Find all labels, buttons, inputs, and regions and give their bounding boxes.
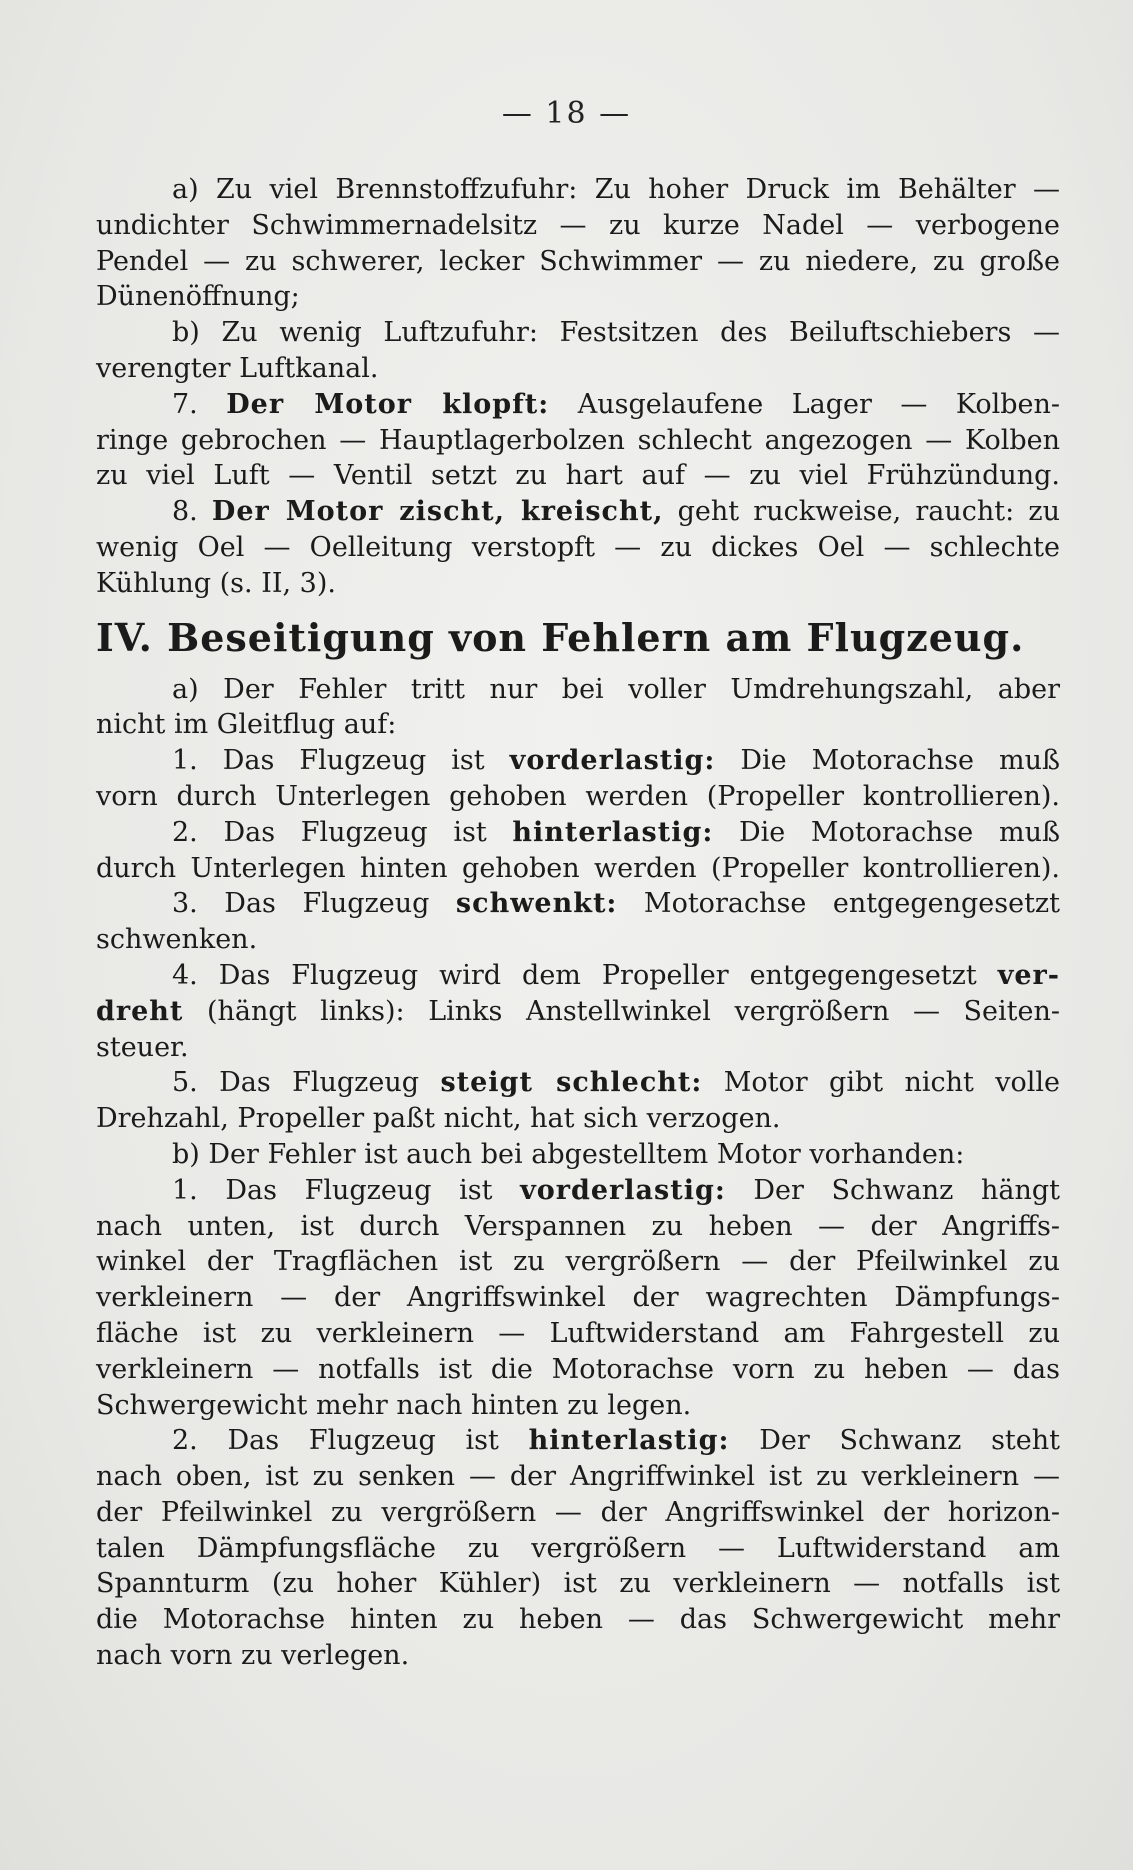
text-line (96, 387, 1060, 423)
text-segment: nicht im Gleitflug auf: (96, 709, 397, 741)
text-line (96, 1638, 1060, 1674)
emphasized-term: Der Motor klopft: (226, 388, 550, 420)
text-segment: 5. Das Flugzeug (172, 1067, 441, 1099)
text-segment: steuer. (96, 1031, 189, 1063)
text-segment: 7. (172, 388, 227, 420)
page-number: — 18 — (501, 96, 632, 131)
text-segment: nach oben, ist zu senken — der Angriffwinkel ist zu verkleinern — (96, 1461, 1060, 1493)
text-line (96, 1459, 1060, 1495)
text-segment: Motorachse entgegengesetzt (617, 888, 1060, 920)
text-segment: b) Der Fehler ist auch bei abgestelltem Motor vorhanden: (172, 1138, 965, 1170)
text-segment: ringe gebrochen — Hauptlagerbolzen schlecht angezogen — Kolben (96, 424, 1060, 456)
text-segment: vorn durch Unterlegen gehoben werden (Propeller kontrollieren). (96, 780, 1060, 812)
text-segment: nach unten, ist durch Verspannen zu heben — der Angriffs- (96, 1210, 1060, 1242)
text-line (96, 530, 1060, 566)
text-line (96, 279, 1060, 315)
text-segment: Motor gibt nicht volle (702, 1067, 1061, 1099)
text-line (96, 1566, 1060, 1602)
text-line (96, 494, 1060, 530)
text-segment: 1. Das Flugzeug ist (172, 745, 510, 777)
text-segment: winkel der Tragflächen ist zu vergrößern — der Pfeilwinkel zu (96, 1246, 1060, 1278)
text-line (96, 851, 1060, 887)
text-line (96, 1244, 1060, 1280)
text-segment: wenig Oel — Oelleitung verstopft — zu dickes Oel — schlechte (96, 531, 1060, 563)
text-segment: Ausgelaufene Lager — Kolben- (549, 388, 1061, 420)
text-line (96, 1065, 1060, 1101)
text-segment: Pendel — zu schwerer, lecker Schwimmer — zu niedere, zu große (96, 245, 1060, 277)
text-segment: 2. Das Flugzeug ist (172, 1425, 529, 1457)
text-segment: verengter Luftkanal. (96, 352, 379, 384)
text-line (96, 1388, 1060, 1424)
text-line (96, 707, 1060, 743)
text-segment: zu viel Luft — Ventil setzt zu hart auf — zu viel Frühzündung. (96, 460, 1060, 492)
text-line (96, 244, 1060, 280)
text-segment: schwenken. (96, 924, 258, 956)
text-line (96, 958, 1060, 994)
text-segment: Kühlung (s. II, 3). (96, 567, 336, 599)
text-segment: a) Zu viel Brennstoffzufuhr: Zu hoher Druck im Behälter — (172, 174, 1060, 205)
text-line (96, 1602, 1060, 1638)
text-segment: geht ruckweise, raucht: zu (663, 496, 1060, 528)
emphasized-term: steigt schlecht: (440, 1067, 703, 1099)
text-line (96, 458, 1060, 494)
emphasized-term: vorderlastig: (509, 745, 716, 777)
text-segment: talen Dämpfungsfläche zu vergrößern — Luftwiderstand am (96, 1532, 1060, 1564)
text-line (96, 1423, 1060, 1459)
text-line (96, 1316, 1060, 1352)
text-segment: (hängt links): Links Anstellwinkel vergrößern — Seiten- (183, 995, 1060, 1027)
text-line (96, 922, 1060, 958)
text-line (96, 1495, 1060, 1531)
text-segment: undichter Schwimmernadelsitz — zu kurze Nadel — verbogene (96, 209, 1060, 241)
text-line (96, 423, 1060, 459)
text-segment: der Pfeilwinkel zu vergrößern — der Angriffswinkel der horizon- (96, 1496, 1060, 1528)
text-line (96, 315, 1060, 351)
text-line (96, 566, 1060, 602)
text-segment: 3. Das Flugzeug (172, 888, 456, 920)
text-segment: durch Unterlegen hinten gehoben werden (Propeller kontrollieren). (96, 852, 1060, 884)
text-line (96, 1030, 1060, 1066)
emphasized-term: ver- (997, 959, 1060, 991)
emphasized-term: dreht (96, 995, 184, 1027)
text-line (96, 1137, 1060, 1173)
text-line (96, 208, 1060, 244)
text-segment: Dünenöffnung; (96, 281, 300, 313)
text-segment: Spannturm (zu hoher Kühler) ist zu verkleinern — notfalls ist (96, 1568, 1060, 1600)
section-heading: IV. Beseitigung von Fehlern am Flugzeug. (96, 614, 1025, 660)
text-line (96, 743, 1060, 779)
text-segment: nach vorn zu verlegen. (96, 1640, 410, 1672)
text-line (96, 1352, 1060, 1388)
text-line (96, 1101, 1060, 1137)
text-line (96, 886, 1060, 922)
text-segment: Drehzahl, Propeller paßt nicht, hat sich verzogen. (96, 1103, 781, 1135)
text-segment: Schwergewicht mehr nach hinten zu legen. (96, 1389, 692, 1421)
text-line (96, 1173, 1060, 1209)
text-line (96, 672, 1060, 708)
text-line (96, 779, 1060, 815)
text-line (96, 1209, 1060, 1245)
emphasized-term: schwenkt: (455, 888, 618, 920)
text-line (96, 172, 1060, 208)
text-segment: 1. Das Flugzeug ist (172, 1174, 521, 1206)
text-line (96, 1280, 1060, 1316)
text-segment: b) Zu wenig Luftzufuhr: Festsitzen des Beiluftschiebers — (172, 317, 1060, 349)
text-segment: 2. Das Flugzeug ist (172, 816, 513, 848)
emphasized-term: hinterlastig: (512, 816, 714, 848)
text-line (96, 994, 1060, 1030)
text-line (96, 1531, 1060, 1567)
text-segment: a) Der Fehler tritt nur bei voller Umdrehungszahl, aber (172, 673, 1060, 705)
text-line (96, 351, 1060, 387)
text-segment: verkleinern — der Angriffswinkel der wagrechten Dämpfungs- (96, 1282, 1060, 1314)
text-line (96, 815, 1060, 851)
text-segment: die Motorachse hinten zu heben — das Schwergewicht mehr (96, 1604, 1060, 1636)
text-segment: Der Schwanz steht (729, 1425, 1060, 1457)
text-segment: Die Motorachse muß (715, 745, 1060, 777)
text-segment: fläche ist zu verkleinern — Luftwiderstand am Fahrgestell zu (96, 1317, 1060, 1349)
text-segment: Die Motorachse muß (713, 816, 1060, 848)
emphasized-term: vorderlastig: (520, 1174, 726, 1206)
text-segment: verkleinern — notfalls ist die Motorachse vorn zu heben — das (96, 1353, 1060, 1385)
text-segment: 4. Das Flugzeug wird dem Propeller entgegengesetzt (172, 959, 998, 991)
emphasized-term: Der Motor zischt, kreischt, (211, 496, 664, 528)
body-text (96, 172, 1060, 1674)
text-segment: Der Schwanz hängt (725, 1174, 1060, 1206)
emphasized-term: hinterlastig: (528, 1425, 730, 1457)
text-segment: 8. (172, 496, 212, 528)
